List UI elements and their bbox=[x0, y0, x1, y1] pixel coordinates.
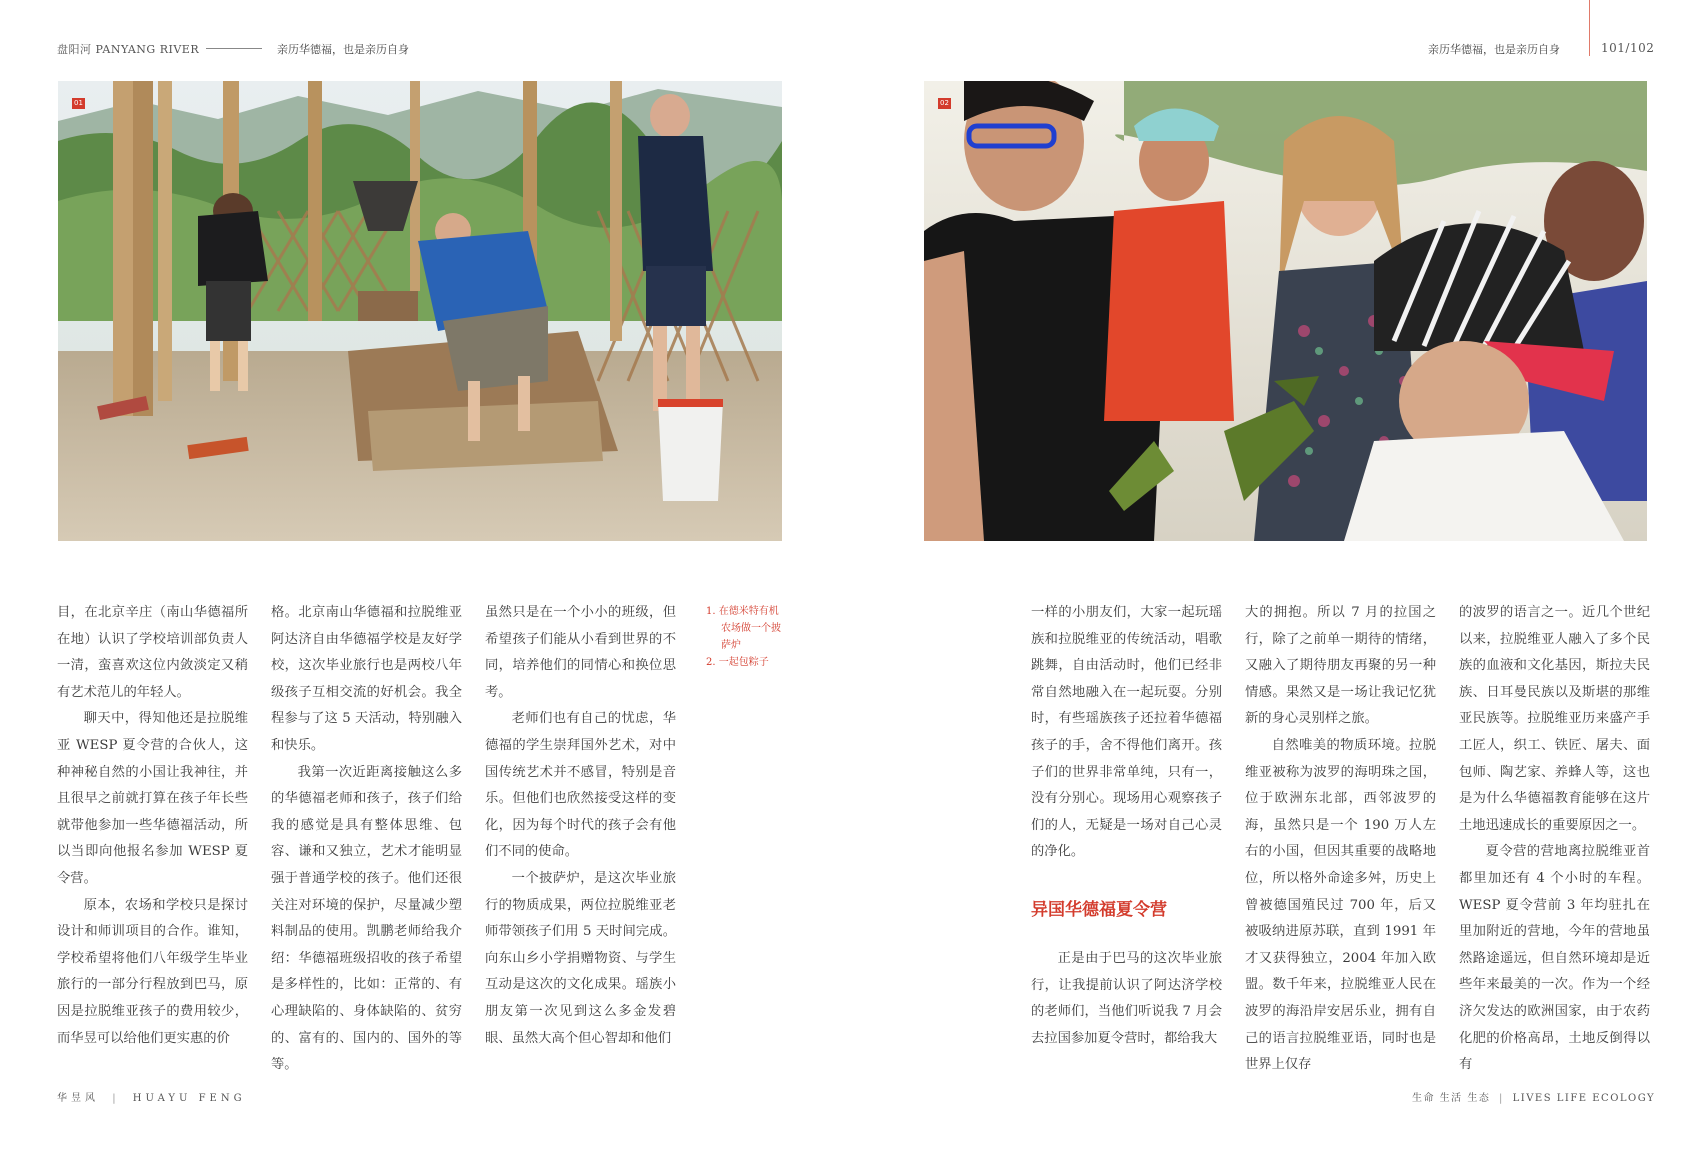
footer-slogan-en: LIVES LIFE ECOLOGY bbox=[1512, 1093, 1656, 1104]
caption-2: 2. 一起包粽子 bbox=[706, 657, 769, 668]
photo-number-tag: 02 bbox=[938, 98, 951, 109]
page-marker-line bbox=[1589, 0, 1590, 56]
photo-number-tag: 01 bbox=[72, 98, 85, 109]
photo-captions bbox=[706, 603, 786, 671]
section-heading: 异国华德福夏令营 bbox=[1031, 900, 1167, 920]
header-brand: 盘阳河 PANYANG RIVER bbox=[57, 43, 200, 56]
paragraph: 自然唯美的物质环境。拉脱维亚被称为波罗的海明珠之国，位于欧洲东北部，西邻波罗的海，虽然只是一个 190 万人左右的小国，但因其重要的战略地位，所以格外命途多舛，历史上曾被德国殖民过 700 年，后又被吸纳进原苏联，直到 1991 年才又获得独立，2004 年加入欧盟。数千年来，拉脱维亚人民在波罗的海沿岸安居乐业，拥有自己的语言拉脱维亚语，同时也是世界上仅存 bbox=[1245, 737, 1436, 1073]
footer-divider: | bbox=[1499, 1093, 1504, 1104]
footer-divider: | bbox=[112, 1093, 120, 1104]
paragraph: 正是由于巴马的这次毕业旅行，让我提前认识了阿达济学校的老师们，当他们听说我 7 月会去拉国参加夏令营时，都给我大 bbox=[1031, 951, 1222, 1046]
footer-brand bbox=[57, 1089, 246, 1104]
header-tagline-right: 亲历华德福，也是亲历自身 bbox=[1428, 43, 1560, 56]
photo-pizza-oven bbox=[58, 81, 782, 541]
right-column-3 bbox=[1459, 600, 1650, 1079]
paragraph: 夏令营的营地离拉脱维亚首都里加还有 4 个小时的车程。WESP 夏令营前 3 年均驻扎在里加附近的营地，今年的营地虽然路途遥远，但自然环境却是近些年来最美的一次。作为一个经济欠发达的欧洲国家，由于农药化肥的价格高昂，土地反倒得以有 bbox=[1459, 844, 1650, 1073]
footer-slogan-cn: 生命 生活 生态 bbox=[1412, 1093, 1491, 1104]
left-column-1 bbox=[57, 600, 248, 1052]
paragraph: 聊天中，得知他还是拉脱维亚 WESP 夏令营的合伙人，这种神秘自然的小国让我神往，并且很早之前就打算在孩子年长些就带他参加一些华德福活动，所以当即向他报名参加 WESP 夏令营。 bbox=[57, 711, 248, 886]
header-tagline-left: 亲历华德福，也是亲历自身 bbox=[277, 43, 409, 56]
paragraph: 虽然只是在一个小小的班级，但希望孩子们能从小看到世界的不同，培养他们的同情心和换位思考。 bbox=[485, 605, 676, 700]
paragraph: 原本，农场和学校只是探讨设计和师训项目的合作。谁知，学校希望将他们八年级学生毕业旅行的一部分行程放到巴马，原因是拉脱维亚孩子的费用较少，而华昱可以给他们更实惠的价 bbox=[57, 897, 248, 1046]
footer-slogan bbox=[1412, 1089, 1655, 1104]
page-numbers: 101/102 bbox=[1601, 41, 1655, 55]
paragraph: 老师们也有自己的忧虑，华德福的学生崇拜国外艺术，对中国传统艺术并不感冒，特别是音乐。但他们也欣然接受这样的变化，因为每个时代的孩子会有他们不同的使命。 bbox=[485, 711, 676, 860]
paragraph: 一样的小朋友们，大家一起玩瑶族和拉脱维亚的传统活动，唱歌跳舞，自由活动时，他们已经非常自然地融入在一起玩耍。分别时，有些瑶族孩子还拉着华德福孩子的手，舍不得他们离开。孩子们的世界非常单纯，只有一，没有分别心。现场用心观察孩子们的人，无疑是一场对自己心灵的净化。 bbox=[1031, 605, 1222, 860]
header-rule bbox=[206, 48, 262, 49]
paragraph: 大的拥抱。所以 7 月的拉国之行，除了之前单一期待的情绪，又融入了期待朋友再聚的另一种情感。果然又是一场让我记忆犹新的身心灵别样之旅。 bbox=[1245, 605, 1436, 727]
footer-brand-cn: 华昱风 bbox=[57, 1093, 99, 1104]
right-column-1 bbox=[1031, 600, 1222, 866]
left-column-3 bbox=[485, 600, 676, 1052]
paragraph: 的波罗的语言之一。近几个世纪以来，拉脱维亚人融入了多个民族的血液和文化基因，斯拉夫民族、日耳曼民族以及斯堪的那维亚民族等。拉脱维亚历来盛产手工匠人，织工、铁匠、屠夫、面包师、陶艺家、养蜂人等，这也是为什么华德福教育能够在这片土地迅速成长的重要原因之一。 bbox=[1459, 605, 1650, 833]
caption-1: 1. 在德米特有机农场做一个披萨炉 bbox=[706, 606, 781, 651]
paragraph: 格。北京南山华德福和拉脱维亚阿达济自由华德福学校是友好学校，这次毕业旅行也是两校八年级孩子互相交流的好机会。我全程参与了这 5 天活动，特别融入和快乐。 bbox=[271, 605, 462, 753]
right-column-1-continued bbox=[1031, 946, 1222, 1052]
paragraph: 一个披萨炉，是这次毕业旅行的物质成果，两位拉脱维亚老师带领孩子们用 5 天时间完成。向东山乡小学捐赠物资、与学生互动是这次的文化成果。瑶族小朋友第一次见到这么多金发碧眼、虽然大高个但心智却和他们 bbox=[485, 870, 676, 1046]
left-column-2 bbox=[271, 600, 462, 1079]
paragraph: 我第一次近距离接触这么多的华德福老师和孩子，孩子们给我的感觉是具有整体思维、包容、谦和又独立，艺术才能明显强于普通学校的孩子。他们还很关注对环境的保护，尽量减少塑料制品的使用。凯鹏老师给我介绍：华德福班级招收的孩子希望是多样性的，比如：正常的、有心理缺陷的、身体缺陷的、贫穷的、富有的、国内的、国外的等等。 bbox=[271, 764, 462, 1073]
right-column-2 bbox=[1245, 600, 1436, 1079]
footer-brand-en: HUAYU FENG bbox=[132, 1093, 246, 1104]
photo-rice-dumplings bbox=[924, 81, 1647, 541]
paragraph: 目，在北京辛庄（南山华德福所在地）认识了学校培训部负责人一清，蛮喜欢这位内敛淡定又稍有艺术范儿的年轻人。 bbox=[57, 605, 248, 700]
